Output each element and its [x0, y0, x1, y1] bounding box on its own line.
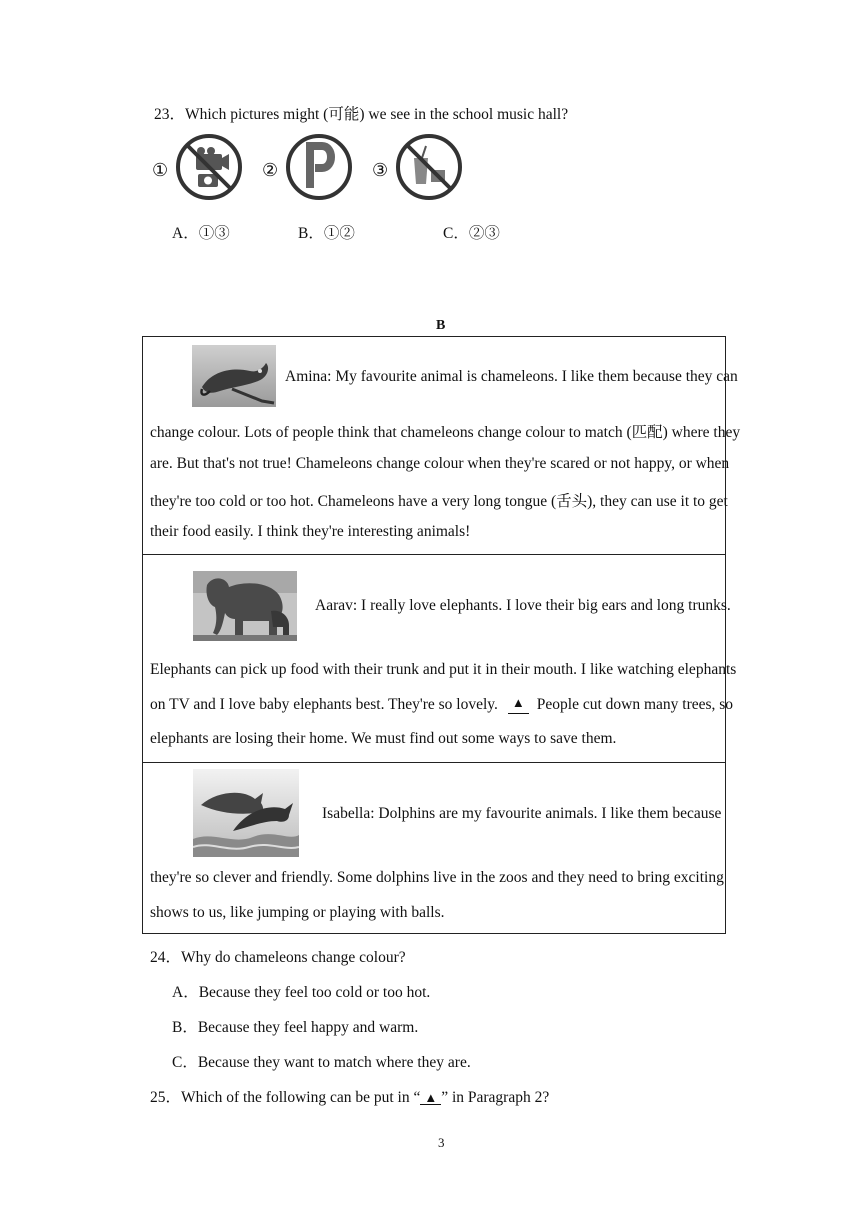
q23-option-c[interactable]: C．②③: [443, 225, 500, 242]
q24-option-b[interactable]: B．Because they feel happy and warm.: [172, 1019, 419, 1036]
paragraph-2-text: People cut down many trees, so: [536, 696, 734, 713]
dolphin-photo: [193, 769, 299, 857]
page-number: 3: [438, 1135, 445, 1150]
paragraph-2-line-with-blank: [150, 695, 734, 714]
q25-blank-mark: ▲: [420, 1091, 441, 1105]
question-24-stem: 24．Why do chameleons change colour?: [150, 949, 406, 966]
paragraph-3-line: they're so clever and friendly. Some dolphins live in the zoos and they need to bring exciting: [150, 869, 724, 886]
sign-label-1: ①: [152, 160, 169, 180]
q24-option-a[interactable]: A．Because they feel too cold or too hot.: [172, 984, 431, 1001]
paragraph-2-line: elephants are losing their home. We must find out some ways to save them.: [150, 730, 617, 747]
question-23-stem: 23．Which pictures might (可能) we see in the school music hall?: [154, 106, 569, 123]
chameleon-photo: [192, 345, 276, 407]
paragraph-1-line: their food easily. I think they're interesting animals!: [150, 523, 471, 540]
no-camera-icon: [174, 132, 244, 202]
paragraph-3-line: shows to us, like jumping or playing with balls.: [150, 904, 445, 921]
paragraph-3-intro: Isabella: Dolphins are my favourite animals. I like them because: [322, 805, 722, 822]
paragraph-2-text: on TV and I love baby elephants best. They're so lovely.: [150, 696, 498, 713]
q23-option-a[interactable]: A．①③: [172, 225, 230, 242]
question-25-stem: [150, 1085, 549, 1107]
q25-text: ” in Paragraph 2?: [441, 1089, 550, 1106]
sign-pictures: [152, 132, 472, 204]
paragraph-1-line: are. But that's not true! Chameleons change colour when they're scared or not happy, or when: [150, 455, 730, 472]
paragraph-2-line: Elephants can pick up food with their trunk and put it in their mouth. I like watching elephants: [150, 661, 737, 678]
row-divider: [143, 762, 725, 763]
paragraph-2-intro: Aarav: I really love elephants. I love their big ears and long trunks.: [315, 597, 731, 614]
paragraph-1-line: change colour. Lots of people think that chameleons change colour to match (匹配) where they: [150, 424, 741, 441]
section-title: B: [436, 318, 446, 333]
answer-blank[interactable]: ▲: [508, 696, 529, 714]
no-drinks-icon: [394, 132, 464, 202]
paragraph-1-intro: Amina: My favourite animal is chameleons. I like them because they can: [285, 368, 738, 385]
parking-icon: [284, 132, 354, 202]
row-divider: [143, 554, 725, 555]
q25-text: 25．Which of the following can be put in “: [150, 1089, 421, 1106]
q23-option-b[interactable]: B．①②: [298, 225, 355, 242]
paragraph-1-line: they're too cold or too hot. Chameleons have a very long tongue (舌头), they can use it to get: [150, 493, 728, 510]
q24-option-c[interactable]: C．Because they want to match where they are.: [172, 1054, 471, 1071]
sign-label-2: ②: [262, 160, 279, 180]
sign-label-3: ③: [372, 160, 389, 180]
elephant-photo: [193, 571, 297, 641]
